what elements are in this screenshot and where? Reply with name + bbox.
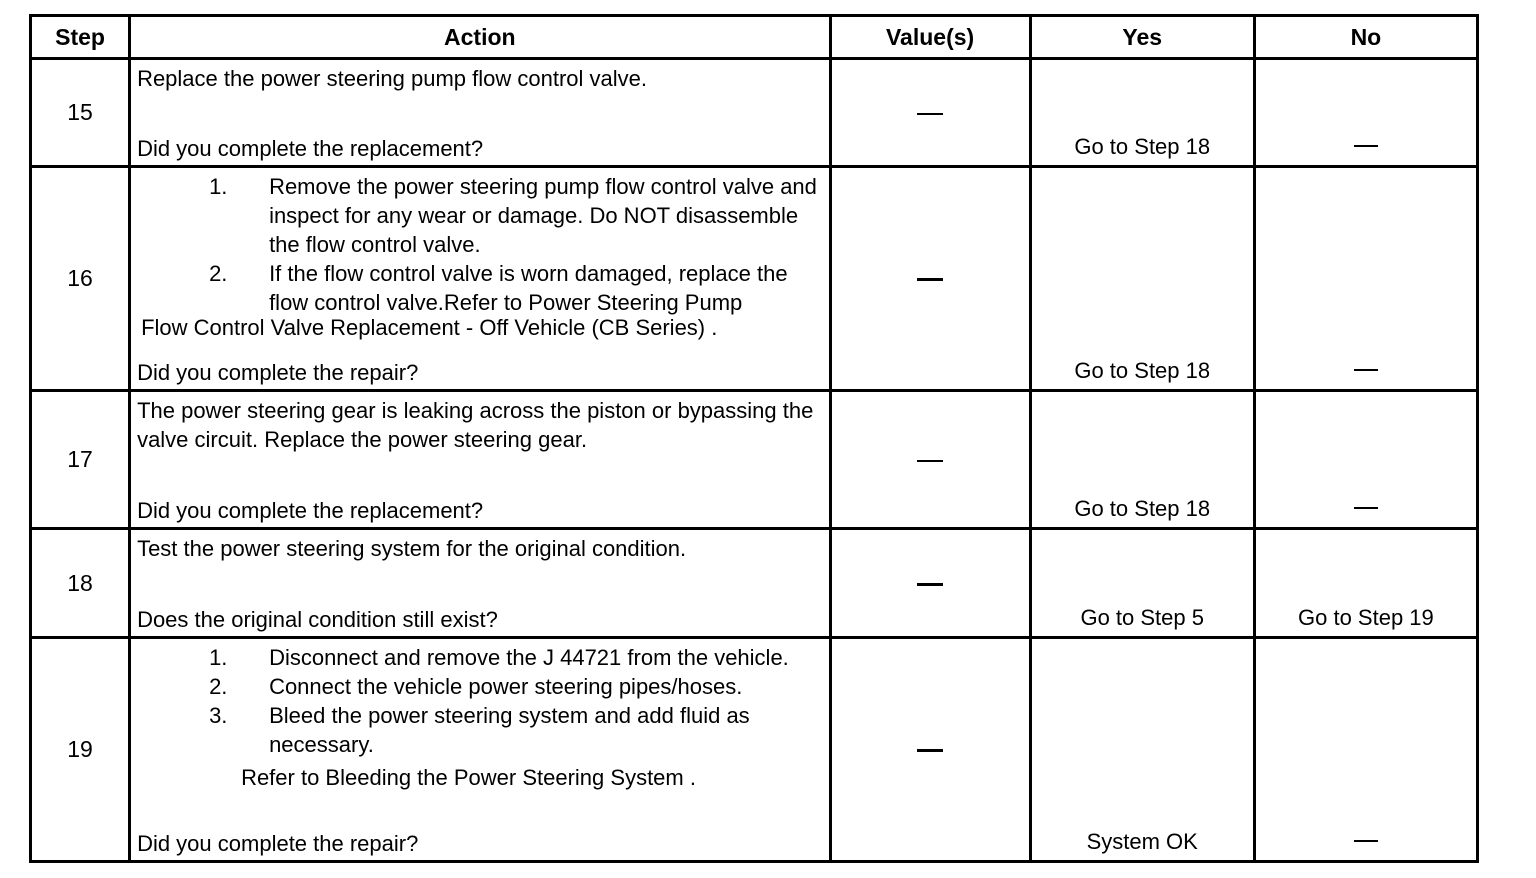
list-item <box>137 643 822 672</box>
action-question: Did you complete the replacement? <box>137 498 484 523</box>
action-list <box>137 643 822 759</box>
em-dash <box>1354 145 1378 147</box>
list-text: Disconnect and remove the J 44721 from the vehicle. <box>269 645 789 670</box>
table-row-step-15 <box>31 59 1478 167</box>
table-row-step-18 <box>31 529 1478 638</box>
diagnostic-table <box>29 14 1479 863</box>
em-dash <box>1354 840 1378 842</box>
action-text: Replace the power steering pump flow control valve. <box>137 66 647 91</box>
action-text: Test the power steering system for the original condition. <box>137 536 687 561</box>
list-number: 2. <box>209 261 228 286</box>
action-cell <box>130 59 830 167</box>
list-item <box>137 259 822 317</box>
action-question: Did you complete the repair? <box>137 360 419 385</box>
list-number: 3. <box>209 703 228 728</box>
reference-text: Flow Control Valve Replacement - Off Vehicle (CB Series) . <box>141 315 718 340</box>
no-cell: Go to Step 19 <box>1254 529 1477 638</box>
no-cell <box>1254 59 1477 167</box>
action-text: The power steering gear is leaking across the piston or bypassing the valve circuit. Replace the power steering gear. <box>137 398 814 452</box>
action-cell <box>130 391 830 529</box>
action-question: Did you complete the replacement? <box>137 136 484 161</box>
step-number: 18 <box>31 529 130 638</box>
no-cell <box>1254 391 1477 529</box>
header-step: Step <box>31 16 130 59</box>
reference-text: Refer to Bleeding the Power Steering System . <box>241 765 696 790</box>
em-dash <box>917 278 943 281</box>
table-row-step-16 <box>31 167 1478 391</box>
header-row <box>31 16 1478 59</box>
yes-cell: Go to Step 5 <box>1030 529 1254 638</box>
em-dash <box>917 460 943 462</box>
em-dash <box>917 583 943 586</box>
list-item <box>137 172 822 259</box>
em-dash <box>917 749 943 752</box>
em-dash <box>1354 507 1378 509</box>
list-text: Bleed the power steering system and add fluid as necessary. <box>269 703 750 757</box>
em-dash <box>1354 369 1378 371</box>
list-number: 1. <box>209 174 228 199</box>
header-yes: Yes <box>1030 16 1254 59</box>
list-text: Connect the vehicle power steering pipes/hoses. <box>269 674 743 699</box>
value-cell <box>830 638 1030 862</box>
action-cell <box>130 529 830 638</box>
header-values: Value(s) <box>830 16 1030 59</box>
step-number: 15 <box>31 59 130 167</box>
yes-cell: Go to Step 18 <box>1030 59 1254 167</box>
step-number: 16 <box>31 167 130 391</box>
action-question: Did you complete the repair? <box>137 831 419 856</box>
list-number: 1. <box>209 645 228 670</box>
list-number: 2. <box>209 674 228 699</box>
value-cell <box>830 167 1030 391</box>
em-dash <box>917 113 943 115</box>
step-number: 17 <box>31 391 130 529</box>
table-row-step-19 <box>31 638 1478 862</box>
no-cell <box>1254 638 1477 862</box>
action-question: Does the original condition still exist? <box>137 607 498 632</box>
header-action: Action <box>130 16 830 59</box>
action-list <box>137 172 822 317</box>
header-no: No <box>1254 16 1477 59</box>
action-cell <box>130 638 830 862</box>
yes-cell: Go to Step 18 <box>1030 167 1254 391</box>
value-cell <box>830 391 1030 529</box>
list-text: Remove the power steering pump flow control valve and inspect for any wear or damage. Do NOT disassemble the flow control valve. <box>269 174 817 257</box>
value-cell <box>830 529 1030 638</box>
step-number: 19 <box>31 638 130 862</box>
table-row-step-17 <box>31 391 1478 529</box>
value-cell <box>830 59 1030 167</box>
no-cell <box>1254 167 1477 391</box>
list-item <box>137 672 822 701</box>
yes-cell: System OK <box>1030 638 1254 862</box>
action-cell <box>130 167 830 391</box>
list-text: If the flow control valve is worn damaged, replace the flow control valve.Refer to Power Steering Pump <box>269 261 788 315</box>
list-item <box>137 701 822 759</box>
yes-cell: Go to Step 18 <box>1030 391 1254 529</box>
